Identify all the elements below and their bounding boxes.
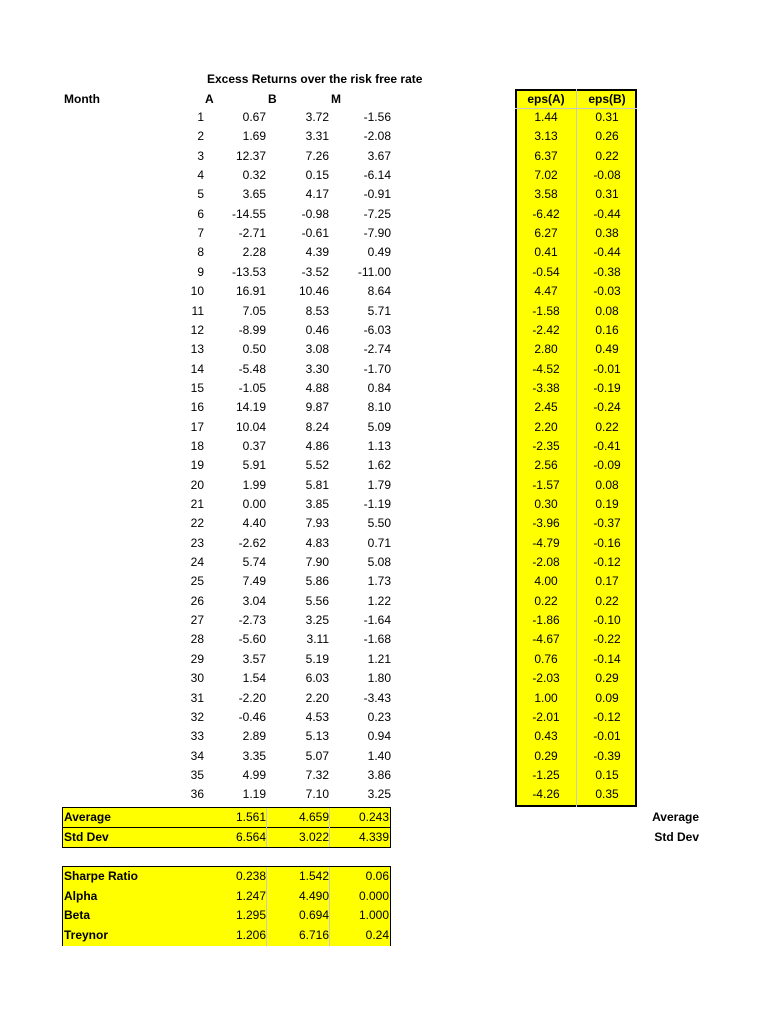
eps-a-cell: 3.13 [534,129,558,144]
month-cell: 12 [190,322,204,337]
eps-b-cell: 0.49 [595,342,619,357]
eps-a-cell: 2.56 [534,458,558,473]
b-cell: 6.03 [305,671,329,686]
m-cell: 1.40 [367,748,391,763]
a-cell: -13.53 [231,264,266,279]
month-cell: 7 [197,226,204,241]
average-m: 0.243 [358,810,389,824]
b-cell: 4.88 [305,380,329,395]
m-cell: 1.21 [367,651,391,666]
m-cell: 0.84 [367,380,391,395]
eps-b-cell: 0.22 [595,593,619,608]
month-cell: 20 [190,477,204,492]
b-cell: 7.93 [305,516,329,531]
m-cell: -0.91 [363,187,391,202]
m-cell: 0.71 [367,535,391,550]
b-cell: 7.26 [305,148,329,163]
eps-b-cell: -0.41 [593,438,621,453]
a-cell: -14.55 [231,206,266,221]
a-cell: -0.46 [238,709,266,724]
month-cell: 18 [190,438,204,453]
b-cell: 7.32 [305,767,329,782]
eps-a-cell: 2.20 [534,419,558,434]
ratio-m: 1.000 [358,908,389,922]
header-eps-a: eps(A) [527,92,565,106]
eps-b-cell: -0.12 [593,555,621,570]
month-cell: 27 [190,613,204,628]
month-cell: 35 [190,767,204,782]
ratio-a: 1.206 [235,927,266,942]
stddev-m: 4.339 [358,830,389,844]
b-cell: 3.25 [305,613,329,628]
a-cell: 0.37 [242,438,266,453]
ratio-label: Alpha [64,888,98,903]
month-cell: 24 [190,555,204,570]
eps-b-cell: -0.14 [593,651,621,666]
a-cell: 5.91 [242,458,266,473]
m-cell: 1.79 [367,477,391,492]
eps-b-cell: -0.22 [593,632,621,647]
m-cell: 1.62 [367,458,391,473]
m-cell: -1.56 [363,110,391,124]
a-cell: 10.04 [235,419,266,434]
eps-a-cell: 0.29 [534,748,558,763]
b-cell: 5.19 [305,651,329,666]
header-m: M [331,92,341,106]
a-cell: 0.00 [242,497,266,511]
month-cell: 28 [190,632,204,647]
a-cell: 14.19 [235,400,266,415]
b-cell: 9.87 [305,400,329,415]
month-cell: 5 [197,187,204,202]
m-cell: 3.86 [367,767,391,782]
eps-b-cell: 0.16 [595,322,619,337]
a-cell: 0.50 [242,342,266,357]
eps-b-cell: -0.37 [593,516,621,531]
month-cell: 13 [190,342,204,357]
eps-b-cell: -0.44 [593,206,621,221]
header-a: A [205,92,214,106]
m-cell: -1.70 [363,361,391,376]
month-cell: 17 [190,419,204,434]
eps-a-cell: 2.80 [534,342,558,357]
header-eps-b: eps(B) [588,92,626,106]
eps-a-cell: 6.37 [534,148,558,163]
eps-a-cell: 1.44 [534,110,558,124]
a-cell: 0.67 [242,110,266,124]
month-cell: 11 [191,303,204,318]
m-cell: -2.08 [363,129,391,144]
a-cell: 1.54 [242,671,266,686]
eps-a-cell: -4.26 [532,787,560,802]
eps-a-cell: -1.86 [532,613,560,628]
m-cell: -6.03 [363,322,391,337]
eps-a-cell: 6.27 [534,226,558,241]
eps-b-cell: 0.15 [595,767,619,782]
ratio-row [62,887,391,906]
month-cell: 23 [190,535,204,550]
eps-a-cell: -3.96 [532,516,560,531]
b-cell: 4.17 [305,187,329,202]
month-cell: 1 [197,110,204,124]
b-cell: 5.86 [305,574,329,589]
b-cell: 7.90 [305,555,329,570]
ratio-row [62,906,391,925]
eps-a-cell: -3.38 [532,380,560,395]
ratio-m: 0.06 [365,869,389,883]
a-cell: -5.48 [238,361,266,376]
m-cell: -7.25 [363,206,391,221]
eps-a-cell: -2.42 [532,322,560,337]
b-cell: -0.98 [301,206,329,221]
eps-a-cell: -2.08 [532,555,560,570]
month-cell: 29 [190,651,204,666]
month-cell: 10 [190,284,204,299]
b-cell: 5.52 [305,458,329,473]
a-cell: 7.05 [242,303,266,318]
b-cell: 10.46 [298,284,329,299]
right-stddev-label: Std Dev [654,830,699,844]
eps-a-cell: -2.35 [532,438,560,453]
eps-b-cell: 0.09 [595,690,619,705]
eps-a-cell: 0.22 [534,593,558,608]
m-cell: 0.49 [367,245,391,260]
month-cell: 6 [197,206,204,221]
eps-b-cell: 0.35 [595,787,619,802]
b-cell: 5.13 [305,729,329,744]
eps-b-cell: 0.22 [595,148,619,163]
stddev-b: 3.022 [298,830,329,844]
eps-b-cell: -0.12 [593,709,621,724]
month-cell: 22 [190,516,204,531]
a-cell: -2.62 [238,535,266,550]
eps-b-cell: 0.22 [595,419,619,434]
m-cell: 5.09 [367,419,391,434]
eps-a-cell: 4.47 [534,284,558,299]
b-cell: 5.81 [305,477,329,492]
eps-b-cell: -0.10 [593,613,621,628]
ratio-m: 0.000 [358,888,389,903]
eps-b-cell: -0.01 [593,729,621,744]
average-a: 1.561 [235,810,266,824]
eps-b-cell: -0.44 [593,245,621,260]
b-cell: 4.39 [305,245,329,260]
summary-divider-bm [329,808,330,847]
eps-a-cell: -4.67 [532,632,560,647]
b-cell: 4.53 [305,709,329,724]
a-cell: 3.04 [242,593,266,608]
month-cell: 9 [197,264,204,279]
eps-a-cell: 3.58 [534,187,558,202]
eps-a-cell: 0.43 [534,729,558,744]
a-cell: 12.37 [235,148,266,163]
m-cell: 1.22 [367,593,391,608]
month-cell: 4 [197,168,204,183]
m-cell: 1.80 [367,671,391,686]
eps-b-cell: -0.38 [593,264,621,279]
b-cell: 7.10 [305,787,329,802]
average-row [62,808,391,827]
right-average-label: Average [652,810,699,824]
eps-b-cell: 0.17 [595,574,619,589]
a-cell: 5.74 [242,555,266,570]
a-cell: -2.73 [238,613,266,628]
a-cell: 1.69 [242,129,266,144]
ratio-b: 0.694 [298,908,329,922]
m-cell: -6.14 [363,168,391,183]
b-cell: 5.56 [305,593,329,608]
month-cell: 8 [197,245,204,260]
month-cell: 16 [190,400,204,415]
stddev-label: Std Dev [64,830,109,844]
b-cell: 5.07 [305,748,329,763]
eps-b-cell: -0.08 [593,168,621,183]
m-cell: -7.90 [363,226,391,241]
b-cell: 0.15 [305,168,329,183]
m-cell: 0.23 [367,709,391,724]
a-cell: 3.57 [242,651,266,666]
m-cell: -1.64 [363,613,391,628]
month-cell: 2 [197,129,204,144]
eps-a-cell: -6.42 [532,206,560,221]
b-cell: 4.83 [305,535,329,550]
b-cell: 3.31 [305,129,329,144]
eps-a-cell: -4.52 [532,361,560,376]
month-cell: 32 [190,709,204,724]
a-cell: -1.05 [238,380,266,395]
month-cell: 14 [190,361,204,376]
b-cell: 3.08 [305,342,329,357]
a-cell: 16.91 [235,284,266,299]
a-cell: -8.99 [238,322,266,337]
b-cell: 3.85 [305,497,329,511]
eps-b-cell: 0.29 [595,671,619,686]
m-cell: 8.64 [367,284,391,299]
month-cell: 21 [190,497,204,511]
month-cell: 3 [197,148,204,163]
m-cell: -3.43 [363,690,391,705]
eps-a-cell: -4.79 [532,535,560,550]
eps-a-cell: -1.25 [532,767,560,782]
summary-divider-ab [266,808,267,847]
month-cell: 30 [190,671,204,686]
eps-a-cell: 0.76 [534,651,558,666]
a-cell: 2.89 [242,729,266,744]
eps-b-cell: 0.26 [595,129,619,144]
header-month: Month [64,92,100,106]
month-cell: 15 [190,380,204,395]
m-cell: -1.19 [363,497,391,511]
m-cell: 5.08 [367,555,391,570]
eps-b-cell: -0.16 [593,535,621,550]
m-cell: -11.00 [357,264,391,279]
b-cell: 8.53 [305,303,329,318]
eps-b-cell: -0.19 [593,380,621,395]
a-cell: -2.71 [238,226,266,241]
m-cell: 1.13 [367,438,391,453]
ratio-a: 0.238 [235,869,266,883]
m-cell: 5.50 [367,516,391,531]
ratio-label: Sharpe Ratio [64,869,139,883]
ratio-b: 4.490 [298,888,329,903]
average-label: Average [64,810,111,824]
m-cell: 0.94 [367,729,391,744]
a-cell: -2.20 [238,690,266,705]
eps-b-cell: -0.24 [593,400,621,415]
eps-a-cell: 4.00 [534,574,558,589]
ratio-b: 1.542 [298,869,329,883]
b-cell: -3.52 [301,264,329,279]
m-cell: -1.68 [363,632,391,647]
eps-b-cell: 0.38 [595,226,619,241]
eps-a-cell: -1.57 [532,477,560,492]
a-cell: 3.65 [242,187,266,202]
ratio-b: 6.716 [298,927,329,942]
a-cell: 2.28 [242,245,266,260]
eps-b-cell: -0.09 [593,458,621,473]
a-cell: 7.49 [242,574,266,589]
average-b: 4.659 [298,810,329,824]
eps-b-cell: -0.39 [593,748,621,763]
eps-b-cell: 0.19 [595,497,619,511]
ratio-a: 1.247 [235,888,266,903]
month-cell: 25 [190,574,204,589]
eps-b-cell: 0.31 [595,110,619,124]
eps-a-cell: 0.41 [534,245,558,260]
ratio-a: 1.295 [235,908,266,922]
a-cell: -5.60 [238,632,266,647]
ratio-label: Treynor [64,927,109,942]
b-cell: 3.30 [305,361,329,376]
stddev-row [62,828,391,847]
eps-b-cell: 0.08 [595,477,619,492]
a-cell: 3.35 [242,748,266,763]
eps-column-divider [576,89,577,807]
ratio-row [62,926,391,945]
header-b: B [268,92,277,106]
eps-a-cell: 7.02 [534,168,558,183]
stddev-a: 6.564 [235,830,266,844]
month-cell: 26 [190,593,204,608]
a-cell: 1.19 [242,787,266,802]
m-cell: 3.67 [367,148,391,163]
b-cell: 8.24 [305,419,329,434]
ratio-row [62,867,391,886]
eps-a-cell: 0.30 [534,497,558,511]
eps-a-cell: -0.54 [532,264,560,279]
b-cell: -0.61 [301,226,329,241]
eps-b-cell: 0.08 [595,303,619,318]
eps-a-cell: -1.58 [532,303,560,318]
m-cell: 1.73 [367,574,391,589]
eps-a-cell: -2.03 [532,671,560,686]
b-cell: 0.46 [305,322,329,337]
a-cell: 1.99 [242,477,266,492]
a-cell: 0.32 [242,168,266,183]
m-cell: 5.71 [367,303,391,318]
eps-b-cell: -0.01 [593,361,621,376]
m-cell: 8.10 [367,400,391,415]
month-cell: 36 [190,787,204,802]
month-cell: 19 [190,458,204,473]
m-cell: 3.25 [367,787,391,802]
month-cell: 31 [190,690,204,705]
eps-b-cell: -0.03 [593,284,621,299]
month-cell: 34 [190,748,204,763]
eps-a-cell: 1.00 [534,690,558,705]
a-cell: 4.99 [242,767,266,782]
b-cell: 4.86 [305,438,329,453]
m-cell: -2.74 [363,342,391,357]
b-cell: 3.11 [306,632,329,647]
eps-a-cell: 2.45 [534,400,558,415]
b-cell: 2.20 [305,690,329,705]
month-cell: 33 [190,729,204,744]
ratio-m: 0.24 [365,927,389,942]
table-title: Excess Returns over the risk free rate [207,72,423,86]
eps-b-cell: 0.31 [595,187,619,202]
eps-a-cell: -2.01 [532,709,560,724]
a-cell: 4.40 [242,516,266,531]
ratio-label: Beta [64,908,91,922]
b-cell: 3.72 [305,110,329,124]
